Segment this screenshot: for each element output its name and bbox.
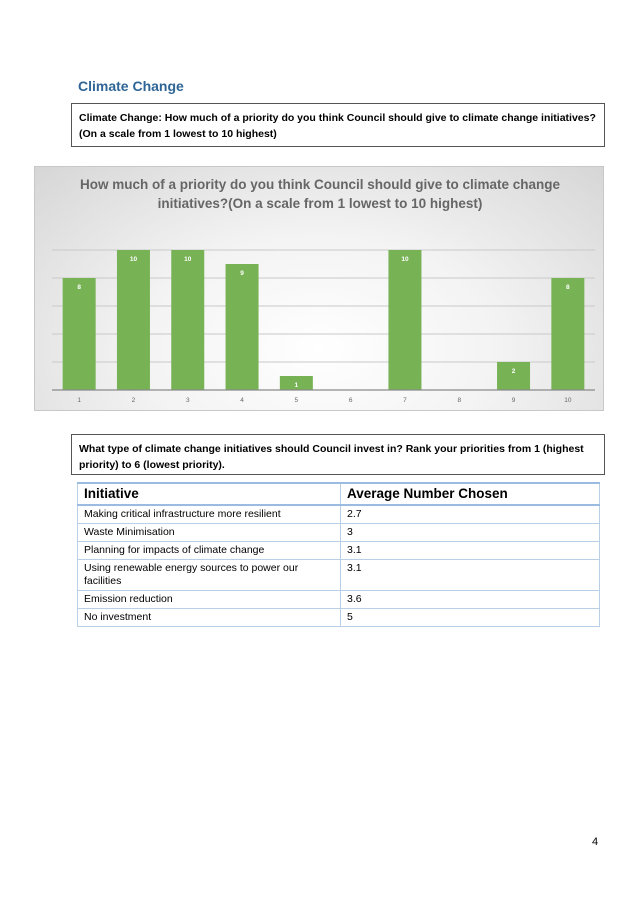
bar: [171, 250, 204, 390]
table-row: [78, 560, 600, 591]
average-cell: 3.1: [341, 542, 600, 560]
bar: [117, 250, 150, 390]
x-tick-label: 8: [457, 397, 462, 404]
x-tick-label: 7: [403, 397, 407, 404]
initiative-cell: No investment: [78, 609, 341, 627]
header-initiative: Initiative: [78, 483, 341, 505]
question-1-box: Climate Change: How much of a priority do you think Council should give to climate change initiatives? (On a scale from 1 lowest to 10 highest): [71, 103, 605, 147]
chart-title: How much of a priority do you think Council should give to climate change initiatives?(On a scale from 1 lowest to 10 highest): [79, 177, 561, 211]
initiative-cell: Emission reduction: [78, 591, 341, 609]
x-tick-label: 1: [77, 397, 81, 404]
data-label: 10: [129, 256, 138, 263]
bar: [497, 362, 530, 390]
x-tick-label: 6: [348, 397, 353, 404]
x-tick-label: 2: [131, 397, 136, 404]
x-tick-label: 3: [185, 397, 190, 404]
average-cell: 5: [341, 609, 600, 627]
page-number: 4: [592, 836, 599, 848]
bar: [551, 278, 584, 390]
x-tick-label: 9: [511, 397, 516, 404]
initiative-cell: Using renewable energy sources to power our facilities: [78, 560, 341, 591]
data-label: 2: [511, 368, 516, 375]
x-tick-label: 4: [240, 397, 244, 404]
table-row: [78, 542, 600, 560]
bar: [388, 250, 421, 390]
initiative-cell: Planning for impacts of climate change: [78, 542, 341, 560]
table-row: [78, 505, 600, 524]
table-header-row: [78, 483, 600, 505]
average-cell: 3: [341, 524, 600, 542]
initiatives-table: [77, 482, 600, 627]
data-label: 1: [294, 382, 299, 389]
data-label: 10: [184, 256, 192, 263]
initiative-cell: Making critical infrastructure more resilient: [78, 505, 341, 524]
bar: [226, 264, 259, 390]
bar: [63, 278, 96, 390]
x-tick-label: 5: [294, 397, 299, 404]
data-label: 10: [401, 256, 409, 263]
average-cell: 3.1: [341, 560, 600, 591]
section-heading: Climate Change: [78, 78, 184, 94]
average-cell: 3.6: [341, 591, 600, 609]
data-label: 8: [566, 284, 570, 291]
average-cell: 2.7: [341, 505, 600, 524]
data-label: 9: [240, 270, 244, 277]
table-row: [78, 591, 600, 609]
header-average: Average Number Chosen: [341, 483, 600, 505]
priority-bar-chart: [34, 166, 604, 411]
initiative-cell: Waste Minimisation: [78, 524, 341, 542]
question-2-box: What type of climate change initiatives should Council invest in? Rank your priorities from 1 (highest priority) to 6 (lowest priority).: [71, 434, 605, 475]
x-tick-label: 10: [564, 397, 572, 404]
table-row: [78, 524, 600, 542]
chart-plot: [35, 167, 605, 412]
table-row: [78, 609, 600, 627]
data-label: 8: [77, 284, 81, 291]
